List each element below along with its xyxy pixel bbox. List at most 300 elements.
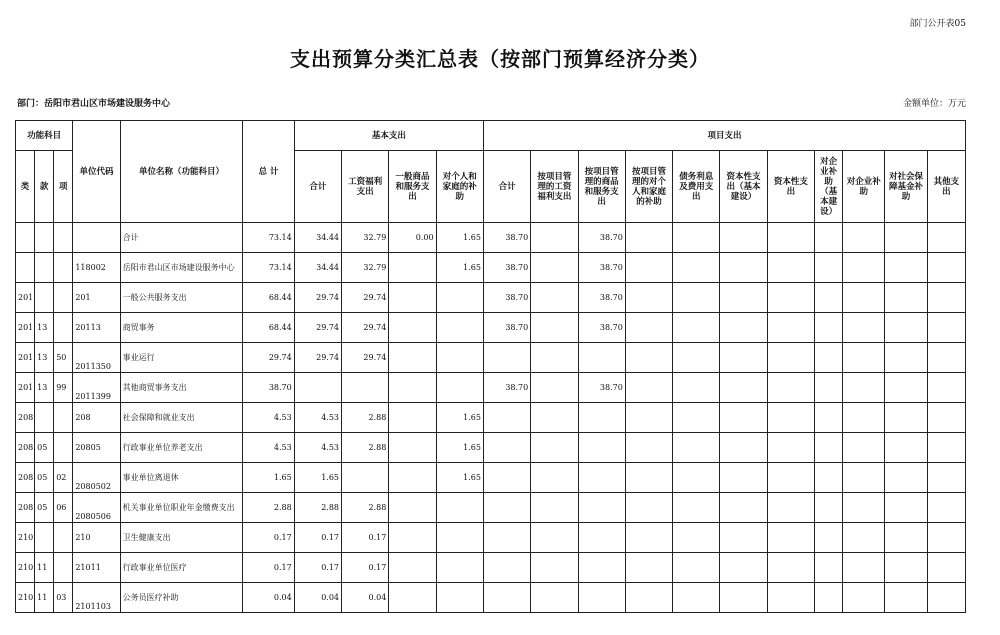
empty-cell <box>927 373 965 403</box>
empty-cell <box>720 283 767 313</box>
basic-salary-cell: 2.88 <box>342 403 389 433</box>
empty-cell <box>720 583 767 613</box>
empty-cell <box>815 223 843 253</box>
unit-name-cell: 卫生健康支出 <box>120 523 243 553</box>
xiang-cell: 99 <box>54 373 73 403</box>
table-row <box>16 553 966 583</box>
unit-name-cell: 商贸事务 <box>120 313 243 343</box>
empty-cell <box>843 433 885 463</box>
empty-cell <box>720 463 767 493</box>
basic-family-cell <box>436 583 483 613</box>
unit-name-cell: 公务员医疗补助 <box>120 583 243 613</box>
empty-cell <box>720 253 767 283</box>
basic-salary-cell: 2.88 <box>342 433 389 463</box>
project-salary-cell <box>531 433 578 463</box>
empty-cell <box>720 313 767 343</box>
total-cell: 0.17 <box>243 553 294 583</box>
basic-total-cell: 4.53 <box>294 403 341 433</box>
basic-expenditure-header: 基本支出 <box>294 121 483 151</box>
table-row <box>16 463 966 493</box>
basic-family-cell <box>436 493 483 523</box>
empty-cell <box>625 583 672 613</box>
empty-cell <box>815 373 843 403</box>
empty-cell <box>625 553 672 583</box>
unit-code-cell: 2101103 <box>73 583 120 613</box>
empty-cell <box>625 463 672 493</box>
basic-goods-cell <box>389 523 436 553</box>
unit-name-cell: 岳阳市君山区市场建设服务中心 <box>120 253 243 283</box>
unit-code-cell: 118002 <box>73 253 120 283</box>
basic-salary-cell: 32.79 <box>342 253 389 283</box>
table-row <box>16 313 966 343</box>
total-cell: 2.88 <box>243 493 294 523</box>
empty-cell <box>767 493 814 523</box>
kuan-cell <box>35 523 54 553</box>
empty-cell <box>815 253 843 283</box>
basic-total-cell: 0.04 <box>294 583 341 613</box>
table-header <box>16 121 966 223</box>
kuan-cell: 11 <box>35 583 54 613</box>
lei-cell: 201 <box>16 343 35 373</box>
empty-cell <box>720 433 767 463</box>
project-total-cell: 38.70 <box>483 313 530 343</box>
project-total-cell <box>483 523 530 553</box>
basic-salary-cell <box>342 463 389 493</box>
empty-cell <box>927 343 965 373</box>
empty-cell <box>625 313 672 343</box>
unit-name-cell: 行政事业单位养老支出 <box>120 433 243 463</box>
empty-cell <box>885 283 927 313</box>
lei-cell: 210 <box>16 523 35 553</box>
basic-goods-header: 一般商品和服务支出 <box>389 151 436 223</box>
xiang-cell: 50 <box>54 343 73 373</box>
basic-salary-cell: 0.17 <box>342 523 389 553</box>
empty-cell <box>885 313 927 343</box>
empty-cell <box>927 283 965 313</box>
total-cell: 38.70 <box>243 373 294 403</box>
kuan-cell: 05 <box>35 493 54 523</box>
empty-cell <box>885 583 927 613</box>
empty-cell <box>767 523 814 553</box>
unit-code-cell: 201 <box>73 283 120 313</box>
total-cell: 4.53 <box>243 403 294 433</box>
basic-salary-cell: 32.79 <box>342 223 389 253</box>
basic-salary-cell: 2.88 <box>342 493 389 523</box>
empty-cell <box>767 553 814 583</box>
unit-name-cell: 一般公共服务支出 <box>120 283 243 313</box>
basic-goods-cell <box>389 463 436 493</box>
empty-cell <box>843 493 885 523</box>
basic-family-cell: 1.65 <box>436 253 483 283</box>
empty-cell <box>927 253 965 283</box>
empty-cell <box>927 553 965 583</box>
project-goods-cell <box>578 343 625 373</box>
xiang-cell <box>54 313 73 343</box>
lei-cell <box>16 223 35 253</box>
total-cell: 0.04 <box>243 583 294 613</box>
total-cell: 0.17 <box>243 523 294 553</box>
empty-cell <box>885 253 927 283</box>
empty-cell <box>720 223 767 253</box>
xiang-cell <box>54 553 73 583</box>
empty-cell <box>720 403 767 433</box>
func-subject-header: 功能科目 <box>16 121 73 151</box>
basic-salary-cell: 29.74 <box>342 283 389 313</box>
kuan-cell: 13 <box>35 313 54 343</box>
empty-cell <box>843 283 885 313</box>
empty-cell <box>815 283 843 313</box>
empty-cell <box>767 313 814 343</box>
empty-cell <box>673 283 720 313</box>
empty-cell <box>720 553 767 583</box>
lei-cell: 208 <box>16 493 35 523</box>
project-salary-cell <box>531 403 578 433</box>
kuan-cell <box>35 403 54 433</box>
basic-family-cell <box>436 523 483 553</box>
project-goods-cell: 38.70 <box>578 283 625 313</box>
basic-goods-cell <box>389 373 436 403</box>
empty-cell <box>673 463 720 493</box>
total-cell: 73.14 <box>243 223 294 253</box>
basic-goods-cell <box>389 403 436 433</box>
empty-cell <box>767 403 814 433</box>
lei-cell <box>16 253 35 283</box>
empty-cell <box>927 463 965 493</box>
amount-unit-label: 金额单位：万元 <box>902 99 966 109</box>
kuan-cell: 13 <box>35 373 54 403</box>
basic-total-cell: 29.74 <box>294 313 341 343</box>
basic-total-cell: 29.74 <box>294 343 341 373</box>
basic-salary-cell <box>342 373 389 403</box>
basic-family-cell: 1.65 <box>436 463 483 493</box>
empty-cell <box>673 583 720 613</box>
empty-cell <box>673 433 720 463</box>
table-row <box>16 493 966 523</box>
basic-total-cell: 29.74 <box>294 283 341 313</box>
empty-cell <box>673 313 720 343</box>
empty-cell <box>885 463 927 493</box>
table-row <box>16 583 966 613</box>
project-goods-cell: 38.70 <box>578 373 625 403</box>
unit-code-cell: 2080502 <box>73 463 120 493</box>
project-total-cell: 38.70 <box>483 283 530 313</box>
empty-cell <box>625 223 672 253</box>
page-title: 支出预算分类汇总表（按部门预算经济分类） <box>290 47 710 71</box>
unit-code-cell: 210 <box>73 523 120 553</box>
basic-total-cell: 2.88 <box>294 493 341 523</box>
unit-name-cell: 社会保障和就业支出 <box>120 403 243 433</box>
project-goods-cell <box>578 553 625 583</box>
empty-cell <box>815 403 843 433</box>
empty-cell <box>885 373 927 403</box>
unit-code-cell: 20805 <box>73 433 120 463</box>
basic-family-cell <box>436 283 483 313</box>
department-label: 部门：岳阳市君山区市场建设服务中心 <box>17 99 171 109</box>
lei-header: 类 <box>16 151 35 223</box>
empty-cell <box>927 433 965 463</box>
total-cell: 29.74 <box>243 343 294 373</box>
basic-goods-cell <box>389 283 436 313</box>
empty-cell <box>815 433 843 463</box>
empty-cell <box>843 313 885 343</box>
empty-cell <box>885 553 927 583</box>
xiang-cell <box>54 523 73 553</box>
empty-cell <box>927 523 965 553</box>
enterprise-header: 对企业补助 <box>843 151 885 223</box>
project-salary-cell <box>531 223 578 253</box>
xiang-header: 项 <box>54 151 73 223</box>
unit-code-cell: 20113 <box>73 313 120 343</box>
basic-salary-header: 工资福利支出 <box>342 151 389 223</box>
lei-cell: 201 <box>16 313 35 343</box>
empty-cell <box>720 493 767 523</box>
empty-cell <box>720 523 767 553</box>
kuan-header: 款 <box>35 151 54 223</box>
enterprise-basic-header: 对企业补助（基本建设） <box>815 151 843 223</box>
total-cell: 68.44 <box>243 283 294 313</box>
project-total-cell <box>483 553 530 583</box>
basic-total-cell: 0.17 <box>294 523 341 553</box>
empty-cell <box>815 313 843 343</box>
xiang-cell: 06 <box>54 493 73 523</box>
expenditure-table <box>15 120 966 613</box>
total-cell: 4.53 <box>243 433 294 463</box>
empty-cell <box>673 373 720 403</box>
project-goods-cell <box>578 433 625 463</box>
empty-cell <box>625 373 672 403</box>
empty-cell <box>673 343 720 373</box>
empty-cell <box>927 223 965 253</box>
empty-cell <box>815 553 843 583</box>
kuan-cell: 05 <box>35 433 54 463</box>
table-row <box>16 253 966 283</box>
empty-cell <box>625 433 672 463</box>
empty-cell <box>843 523 885 553</box>
basic-family-cell: 1.65 <box>436 403 483 433</box>
lei-cell: 208 <box>16 463 35 493</box>
basic-goods-cell <box>389 313 436 343</box>
total-cell: 73.14 <box>243 253 294 283</box>
table-row <box>16 373 966 403</box>
other-expenditure-header: 其他支出 <box>927 151 965 223</box>
basic-family-cell <box>436 373 483 403</box>
project-salary-header: 按项目管理的工资福利支出 <box>531 151 578 223</box>
unit-name-cell: 合计 <box>120 223 243 253</box>
unit-name-cell: 机关事业单位职业年金缴费支出 <box>120 493 243 523</box>
lei-cell: 201 <box>16 283 35 313</box>
table-row <box>16 223 966 253</box>
basic-total-cell <box>294 373 341 403</box>
empty-cell <box>767 373 814 403</box>
empty-cell <box>767 433 814 463</box>
basic-total-header: 合计 <box>294 151 341 223</box>
kuan-cell <box>35 223 54 253</box>
basic-total-cell: 1.65 <box>294 463 341 493</box>
xiang-cell <box>54 433 73 463</box>
empty-cell <box>815 463 843 493</box>
capital-header: 资本性支出 <box>767 151 814 223</box>
empty-cell <box>927 403 965 433</box>
basic-salary-cell: 0.04 <box>342 583 389 613</box>
empty-cell <box>843 223 885 253</box>
lei-cell: 208 <box>16 433 35 463</box>
capital-basic-header: 资本性支出（基本建设） <box>720 151 767 223</box>
basic-total-cell: 34.44 <box>294 253 341 283</box>
empty-cell <box>673 523 720 553</box>
table-row <box>16 343 966 373</box>
empty-cell <box>673 493 720 523</box>
empty-cell <box>767 283 814 313</box>
empty-cell <box>625 523 672 553</box>
table-row <box>16 523 966 553</box>
basic-goods-cell <box>389 553 436 583</box>
basic-goods-cell <box>389 583 436 613</box>
project-goods-cell <box>578 463 625 493</box>
basic-total-cell: 34.44 <box>294 223 341 253</box>
empty-cell <box>625 343 672 373</box>
basic-goods-cell: 0.00 <box>389 223 436 253</box>
project-total-cell: 38.70 <box>483 223 530 253</box>
project-salary-cell <box>531 283 578 313</box>
project-total-cell <box>483 583 530 613</box>
table-body <box>16 223 966 613</box>
empty-cell <box>767 463 814 493</box>
empty-cell <box>885 493 927 523</box>
empty-cell <box>885 433 927 463</box>
empty-cell <box>767 343 814 373</box>
project-goods-cell <box>578 403 625 433</box>
empty-cell <box>815 583 843 613</box>
basic-goods-cell <box>389 493 436 523</box>
empty-cell <box>720 373 767 403</box>
empty-cell <box>885 523 927 553</box>
kuan-cell <box>35 253 54 283</box>
project-goods-header: 按项目管理的商品和服务支出 <box>578 151 625 223</box>
project-salary-cell <box>531 343 578 373</box>
empty-cell <box>767 583 814 613</box>
empty-cell <box>767 253 814 283</box>
project-total-cell: 38.70 <box>483 373 530 403</box>
empty-cell <box>815 493 843 523</box>
empty-cell <box>673 223 720 253</box>
unit-code-cell: 2011350 <box>73 343 120 373</box>
project-total-cell <box>483 463 530 493</box>
unit-code-cell: 208 <box>73 403 120 433</box>
project-salary-cell <box>531 493 578 523</box>
xiang-cell <box>54 253 73 283</box>
basic-goods-cell <box>389 433 436 463</box>
empty-cell <box>625 403 672 433</box>
basic-family-header: 对个人和家庭的补助 <box>436 151 483 223</box>
xiang-cell: 03 <box>54 583 73 613</box>
basic-family-cell <box>436 343 483 373</box>
empty-cell <box>885 343 927 373</box>
project-expenditure-header: 项目支出 <box>483 121 965 151</box>
unit-name-cell: 事业单位离退休 <box>120 463 243 493</box>
project-salary-cell <box>531 463 578 493</box>
unit-code-cell: 2011399 <box>73 373 120 403</box>
social-security-header: 对社会保障基金补助 <box>885 151 927 223</box>
xiang-cell <box>54 403 73 433</box>
unit-code-header: 单位代码 <box>73 121 120 223</box>
empty-cell <box>843 583 885 613</box>
empty-cell <box>843 463 885 493</box>
basic-total-cell: 4.53 <box>294 433 341 463</box>
unit-code-cell: 21011 <box>73 553 120 583</box>
total-header: 总 计 <box>243 121 294 223</box>
project-total-header: 合计 <box>483 151 530 223</box>
lei-cell: 208 <box>16 403 35 433</box>
basic-family-cell <box>436 313 483 343</box>
unit-name-header: 单位名称（功能科目） <box>120 121 243 223</box>
project-total-cell <box>483 493 530 523</box>
kuan-cell <box>35 283 54 313</box>
project-salary-cell <box>531 523 578 553</box>
lei-cell: 210 <box>16 583 35 613</box>
project-goods-cell: 38.70 <box>578 223 625 253</box>
project-total-cell <box>483 343 530 373</box>
empty-cell <box>843 343 885 373</box>
empty-cell <box>767 223 814 253</box>
empty-cell <box>673 403 720 433</box>
project-total-cell <box>483 403 530 433</box>
lei-cell: 210 <box>16 553 35 583</box>
unit-name-cell: 行政事业单位医疗 <box>120 553 243 583</box>
basic-family-cell: 1.65 <box>436 433 483 463</box>
empty-cell <box>625 253 672 283</box>
empty-cell <box>815 523 843 553</box>
empty-cell <box>673 553 720 583</box>
empty-cell <box>720 343 767 373</box>
basic-salary-cell: 29.74 <box>342 313 389 343</box>
empty-cell <box>673 253 720 283</box>
project-goods-cell <box>578 523 625 553</box>
empty-cell <box>843 553 885 583</box>
basic-family-cell <box>436 553 483 583</box>
xiang-cell <box>54 283 73 313</box>
project-salary-cell <box>531 373 578 403</box>
unit-name-cell: 事业运行 <box>120 343 243 373</box>
project-goods-cell: 38.70 <box>578 313 625 343</box>
empty-cell <box>625 493 672 523</box>
total-cell: 1.65 <box>243 463 294 493</box>
project-goods-cell <box>578 493 625 523</box>
basic-goods-cell <box>389 343 436 373</box>
basic-goods-cell <box>389 253 436 283</box>
table-row <box>16 403 966 433</box>
kuan-cell: 13 <box>35 343 54 373</box>
empty-cell <box>815 343 843 373</box>
project-salary-cell <box>531 583 578 613</box>
empty-cell <box>927 493 965 523</box>
total-cell: 68.44 <box>243 313 294 343</box>
project-goods-cell: 38.70 <box>578 253 625 283</box>
unit-code-cell <box>73 223 120 253</box>
basic-total-cell: 0.17 <box>294 553 341 583</box>
table-row <box>16 283 966 313</box>
kuan-cell: 05 <box>35 463 54 493</box>
unit-code-cell: 2080506 <box>73 493 120 523</box>
basic-salary-cell: 29.74 <box>342 343 389 373</box>
project-total-cell <box>483 433 530 463</box>
kuan-cell: 11 <box>35 553 54 583</box>
basic-family-cell: 1.65 <box>436 223 483 253</box>
project-family-header: 按项目管理的对个人和家庭的补助 <box>625 151 672 223</box>
unit-name-cell: 其他商贸事务支出 <box>120 373 243 403</box>
empty-cell <box>927 313 965 343</box>
project-salary-cell <box>531 253 578 283</box>
empty-cell <box>885 223 927 253</box>
